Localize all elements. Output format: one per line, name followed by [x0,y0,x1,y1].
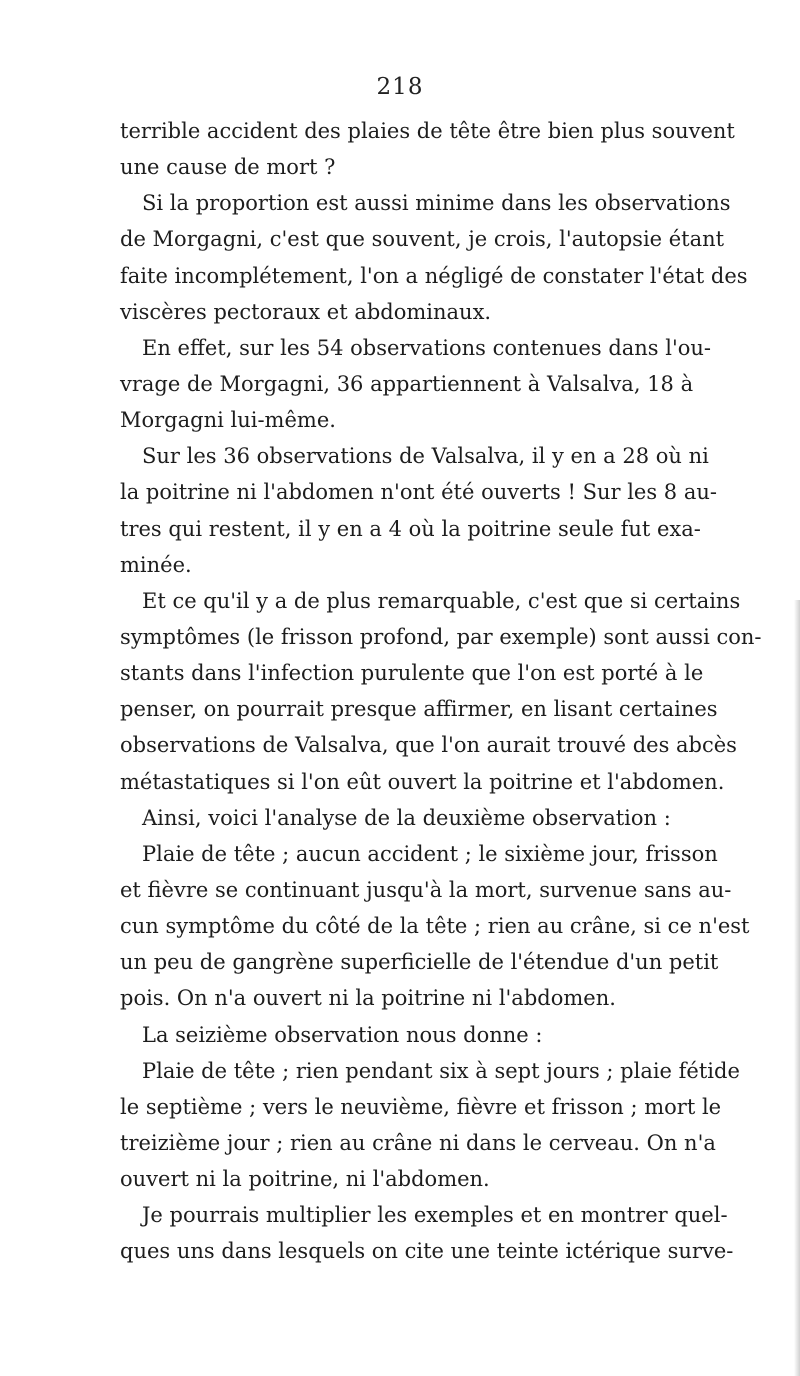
text-line: cun symptôme du côté de la tête ; rien au crâne, si ce n'est [120,914,750,939]
text-line: le septième ; vers le neuvième, fièvre et frisson ; mort le [120,1094,722,1119]
text-line: métastatiques si l'on eût ouvert la poitrine et l'abdomen. [120,769,725,794]
text-line: La seizième observation nous donne : [142,1022,543,1047]
text-line: treizième jour ; rien au crâne ni dans le cerveau. On n'a [120,1130,716,1155]
text-line: et fièvre se continuant jusqu'à la mort, survenue sans au- [120,877,732,902]
text-line: Si la proportion est aussi minime dans les observations [142,191,731,216]
text-line: la poitrine ni l'abdomen n'ont été ouverts ! Sur les 8 au- [120,480,717,505]
text-line: un peu de gangrène superficielle de l'étendue d'un petit [120,950,719,975]
text-line: Ainsi, voici l'analyse de la deuxième observation : [142,805,671,830]
text-line: symptômes (le frisson profond, par exemple) sont aussi con- [120,624,762,649]
body-text [120,113,762,1270]
text-line: viscères pectoraux et abdominaux. [120,299,492,324]
text-line: observations de Valsalva, que l'on aurait trouvé des abcès [120,733,737,758]
text-line: stants dans l'infection purulente que l'on est porté à le [120,661,704,686]
text-line: penser, on pourrait presque affirmer, en lisant certaines [120,697,718,722]
text-line: minée. [120,552,192,577]
text-line: Morgagni lui-même. [120,408,336,433]
page-number: 218 [376,74,424,100]
text-line: une cause de mort ? [120,155,336,180]
text-line: faite incomplétement, l'on a négligé de constater l'état des [120,263,748,288]
text-line: ques uns dans lesquels on cite une teinte ictérique surve- [120,1239,734,1264]
text-line: En effet, sur les 54 observations contenues dans l'ou- [142,335,712,360]
text-line: de Morgagni, c'est que souvent, je crois, l'autopsie étant [120,227,725,252]
text-line: tres qui restent, il y en a 4 où la poitrine seule fut exa- [120,516,701,541]
text-line: ouvert ni la poitrine, ni l'abdomen. [120,1167,490,1192]
text-line: vrage de Morgagni, 36 appartiennent à Valsalva, 18 à [120,371,694,396]
page-edge-shadow [794,600,800,1376]
text-line: Et ce qu'il y a de plus remarquable, c'est que si certains [142,588,741,613]
text-line: terrible accident des plaies de tête être bien plus souvent [120,119,735,143]
text-line: pois. On n'a ouvert ni la poitrine ni l'abdomen. [120,986,616,1011]
text-line: Plaie de tête ; rien pendant six à sept jours ; plaie fétide [142,1058,740,1083]
text-line: Je pourrais multiplier les exemples et en montrer quel- [142,1203,728,1228]
text-line: Plaie de tête ; aucun accident ; le sixième jour, frisson [142,841,718,866]
text-line: Sur les 36 observations de Valsalva, il y en a 28 où ni [142,444,709,469]
